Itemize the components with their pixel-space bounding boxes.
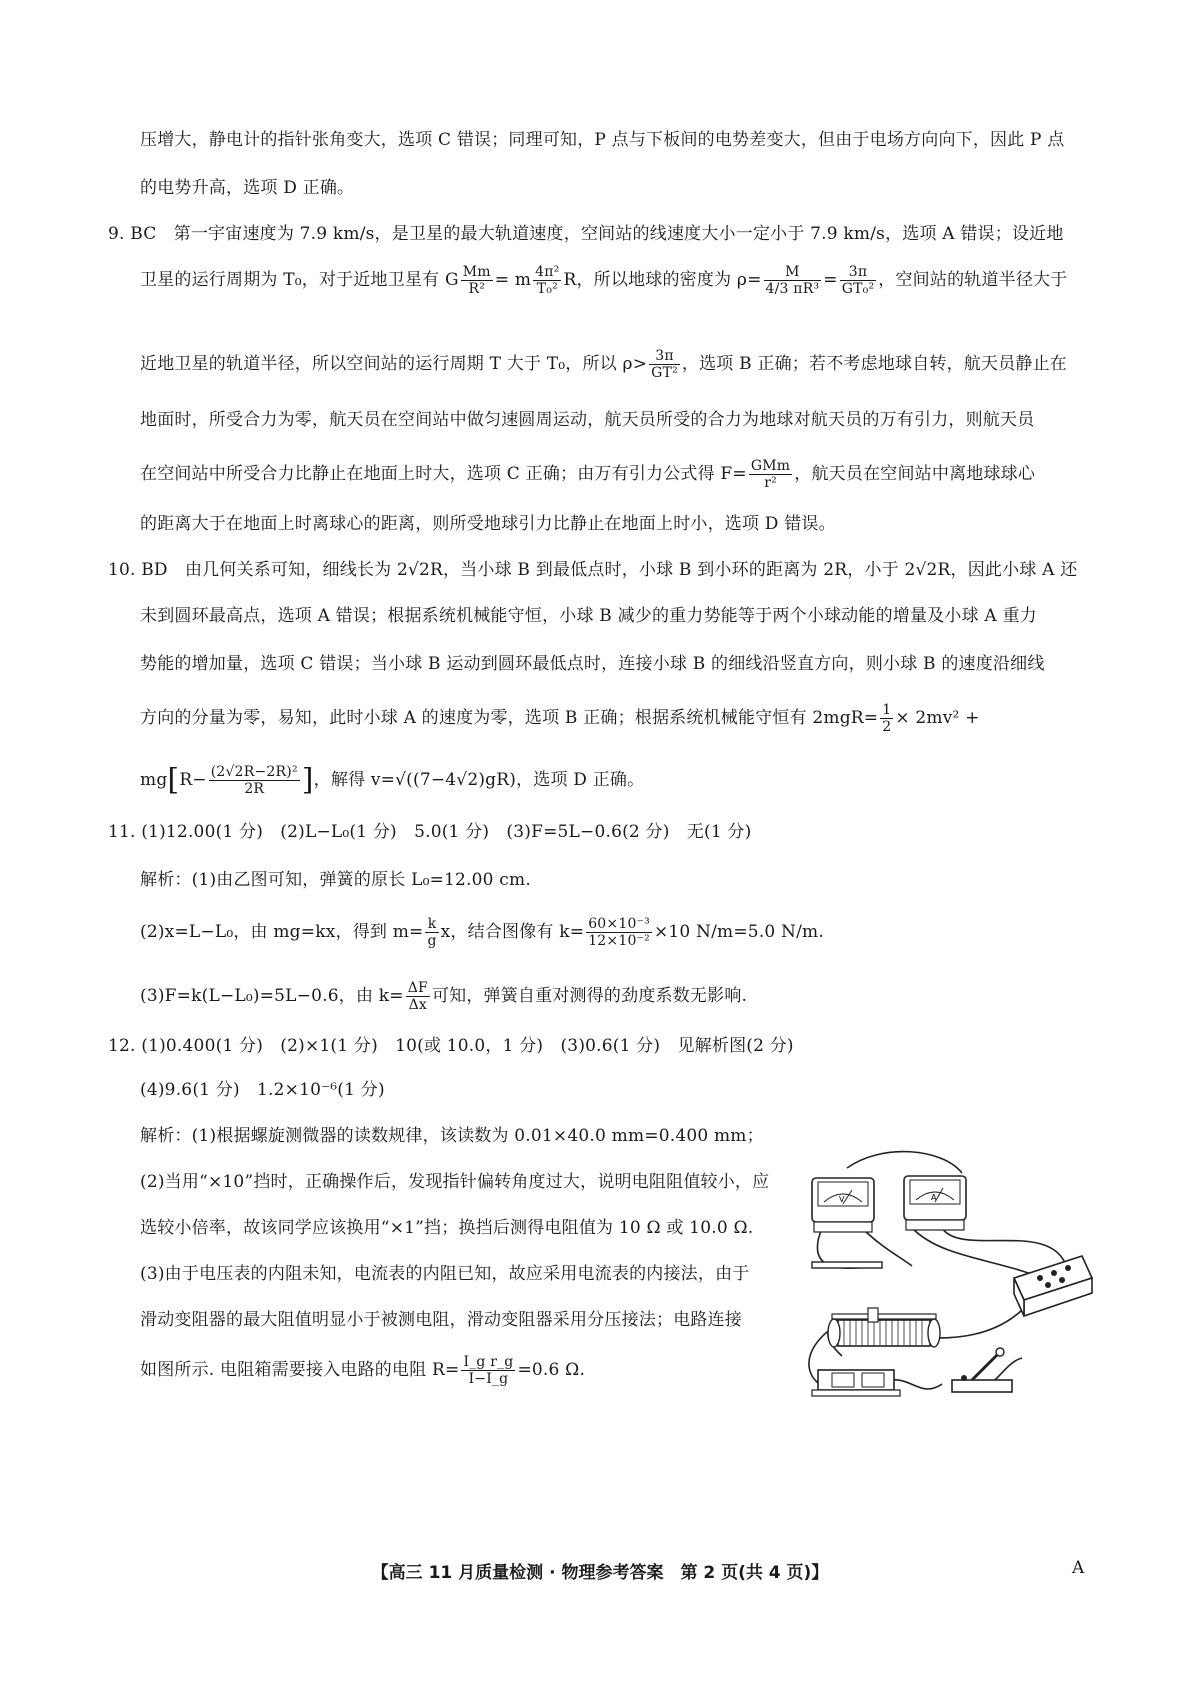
q9-line-4: 地面时，所受合力为零，航天员在空间站中做匀速圆周运动，航天员所受的合力为地球对航天员的万有引力，则航天员 [140,410,1035,430]
q10-line-3: 势能的增加量，选项 C 错误；当小球 B 运动到圆环最低点时，连接小球 B 的细线沿竖直方向，则小球 B 的速度沿细线 [140,654,1045,674]
resistance-box-icon [1014,1256,1092,1316]
q9-line-6: 的距离大于在地面上时离球心的距离，则所受地球引力比静止在地面上时小，选项 D 错误。 [140,514,836,534]
q11-analysis-3: (3)F=k(L−L₀)=5L−0.6，由 k= $\frac{\Delta F}{\Delta x}$ 可知，弹簧自重对测得的劲度系数无影响. [140,980,748,1013]
voltmeter-icon [812,1178,874,1232]
q11-analysis-2: (2)x=L−L₀，由 mg=kx，得到 m= $\frac{k}{g}$ x，结合图像有 k= $\frac{\text{60×10⁻³}}{\text{12×10⁻²}}$ ×10 N/m=5.0 N/m. [140,916,824,949]
rheostat-icon [828,1308,940,1347]
version-mark: A [1072,1558,1085,1578]
battery-icon [812,1370,900,1396]
q12-analysis-3b: 滑动变阻器的最大阻值明显小于被测电阻，滑动变阻器采用分压接法；电路连接 [140,1310,742,1330]
switch-icon [952,1348,1012,1392]
q8-line-1: 压增大，静电计的指针张角变大，选项 C 错误；同理可知，P 点与下板间的电势差变大，但由于电场方向向下，因此 P 点 [140,130,1065,150]
q9-line-3: 近地卫星的轨道半径，所以空间站的运行周期 T 大于 T₀，所以 ρ> $\frac{3\pi}{\text{GT²}}$ ，选项 B 正确；若不考虑地球自转，航天员静止在 [140,348,1067,381]
q10-line-5: mg[R− $\frac{\text{(2√2R−2R)²}}{2R}$ ]，解得 v=√((7−4√2)gR)，选项 D 正确。 [140,762,645,798]
q8-line-2: 的电势升高，选项 D 正确。 [140,178,355,198]
q12-analysis-3c: 如图所示. 电阻箱需要接入电路的电阻 R= $\frac{\text{I\_g r\_g}}{I-I\_g}$ =0.6 Ω. [140,1354,586,1387]
q10-line-2: 未到圆环最高点，选项 A 错误；根据系统机械能守恒，小球 B 减少的重力势能等于两个小球动能的增量及小球 A 重力 [140,606,1037,626]
svg-text:A: A [931,1193,937,1202]
page-footer: 【高三 11 月质量检测 · 物理参考答案 第 2 页(共 4 页)】 [371,1563,829,1583]
q9-line-2: 卫星的运行周期为 T₀，对于近地卫星有 G $\frac{Mm}{\text{R²}}$ = m $\frac{\text{4π²}}{\text{T₀²}}$ R，所以地球的密度为 ρ= $\frac{M}{\text{4/3 πR³}}$ = $\frac{3\pi}{\text{GT₀²}}$ ，空间站的轨道半径大于 [140,264,1068,297]
q10-line-4: 方向的分量为零，易知，此时小球 A 的速度为零，选项 B 正确；根据系统机械能守恒有 2mgR= $\frac{1}{2}$ × 2mv² + [140,702,980,735]
q11-answer: 11. (1)12.00(1 分) (2)L−L₀(1 分) 5.0(1 分) (3)F=5L−0.6(2 分) 无(1 分) [108,822,752,842]
svg-text:V: V [839,1195,845,1204]
q12-answer-1: 12. (1)0.400(1 分) (2)×1(1 分) 10(或 10.0，1 分) (3)0.6(1 分) 见解析图(2 分) [108,1036,794,1056]
q12-analysis-2a: (2)当用“×10”挡时，正确操作后，发现指针偏转角度过大，说明电阻阻值较小，应 [140,1172,770,1192]
q12-analysis-3a: (3)由于电压表的内阻未知，电流表的内阻已知，故应采用电流表的内接法，由于 [140,1264,750,1284]
circuit-diagram [792,1148,1112,1428]
q9-line-1: 9. BC 第一宇宙速度为 7.9 km/s，是卫星的最大轨道速度，空间站的线速度大小一定小于 7.9 km/s，选项 A 错误；设近地 [108,224,1064,244]
q12-analysis-2b: 选较小倍率，故该同学应该换用“×1”挡；换挡后测得电阻值为 10 Ω 或 10.0 Ω. [140,1218,754,1238]
q11-analysis-1: 解析：(1)由乙图可知，弹簧的原长 L₀=12.00 cm. [140,870,531,890]
q12-answer-2: (4)9.6(1 分) 1.2×10⁻⁶(1 分) [140,1080,385,1100]
q9-line-5: 在空间站中所受合力比静止在地面上时大，选项 C 正确；由万有引力公式得 F= $\frac{\text{GMm}}{\text{r²}}$ ，航天员在空间站中离地球球心 [140,458,1036,491]
ammeter-icon [904,1176,966,1230]
q12-analysis-1: 解析：(1)根据螺旋测微器的读数规律，该读数为 0.01×40.0 mm=0.400 mm； [140,1126,764,1146]
resistor-wire-icon [812,1262,882,1268]
q10-line-1: 10. BD 由几何关系可知，细线长为 2√2R，当小球 B 到最低点时，小球 B 到小环的距离为 2R，小于 2√2R，因此小球 A 还 [108,560,1078,580]
